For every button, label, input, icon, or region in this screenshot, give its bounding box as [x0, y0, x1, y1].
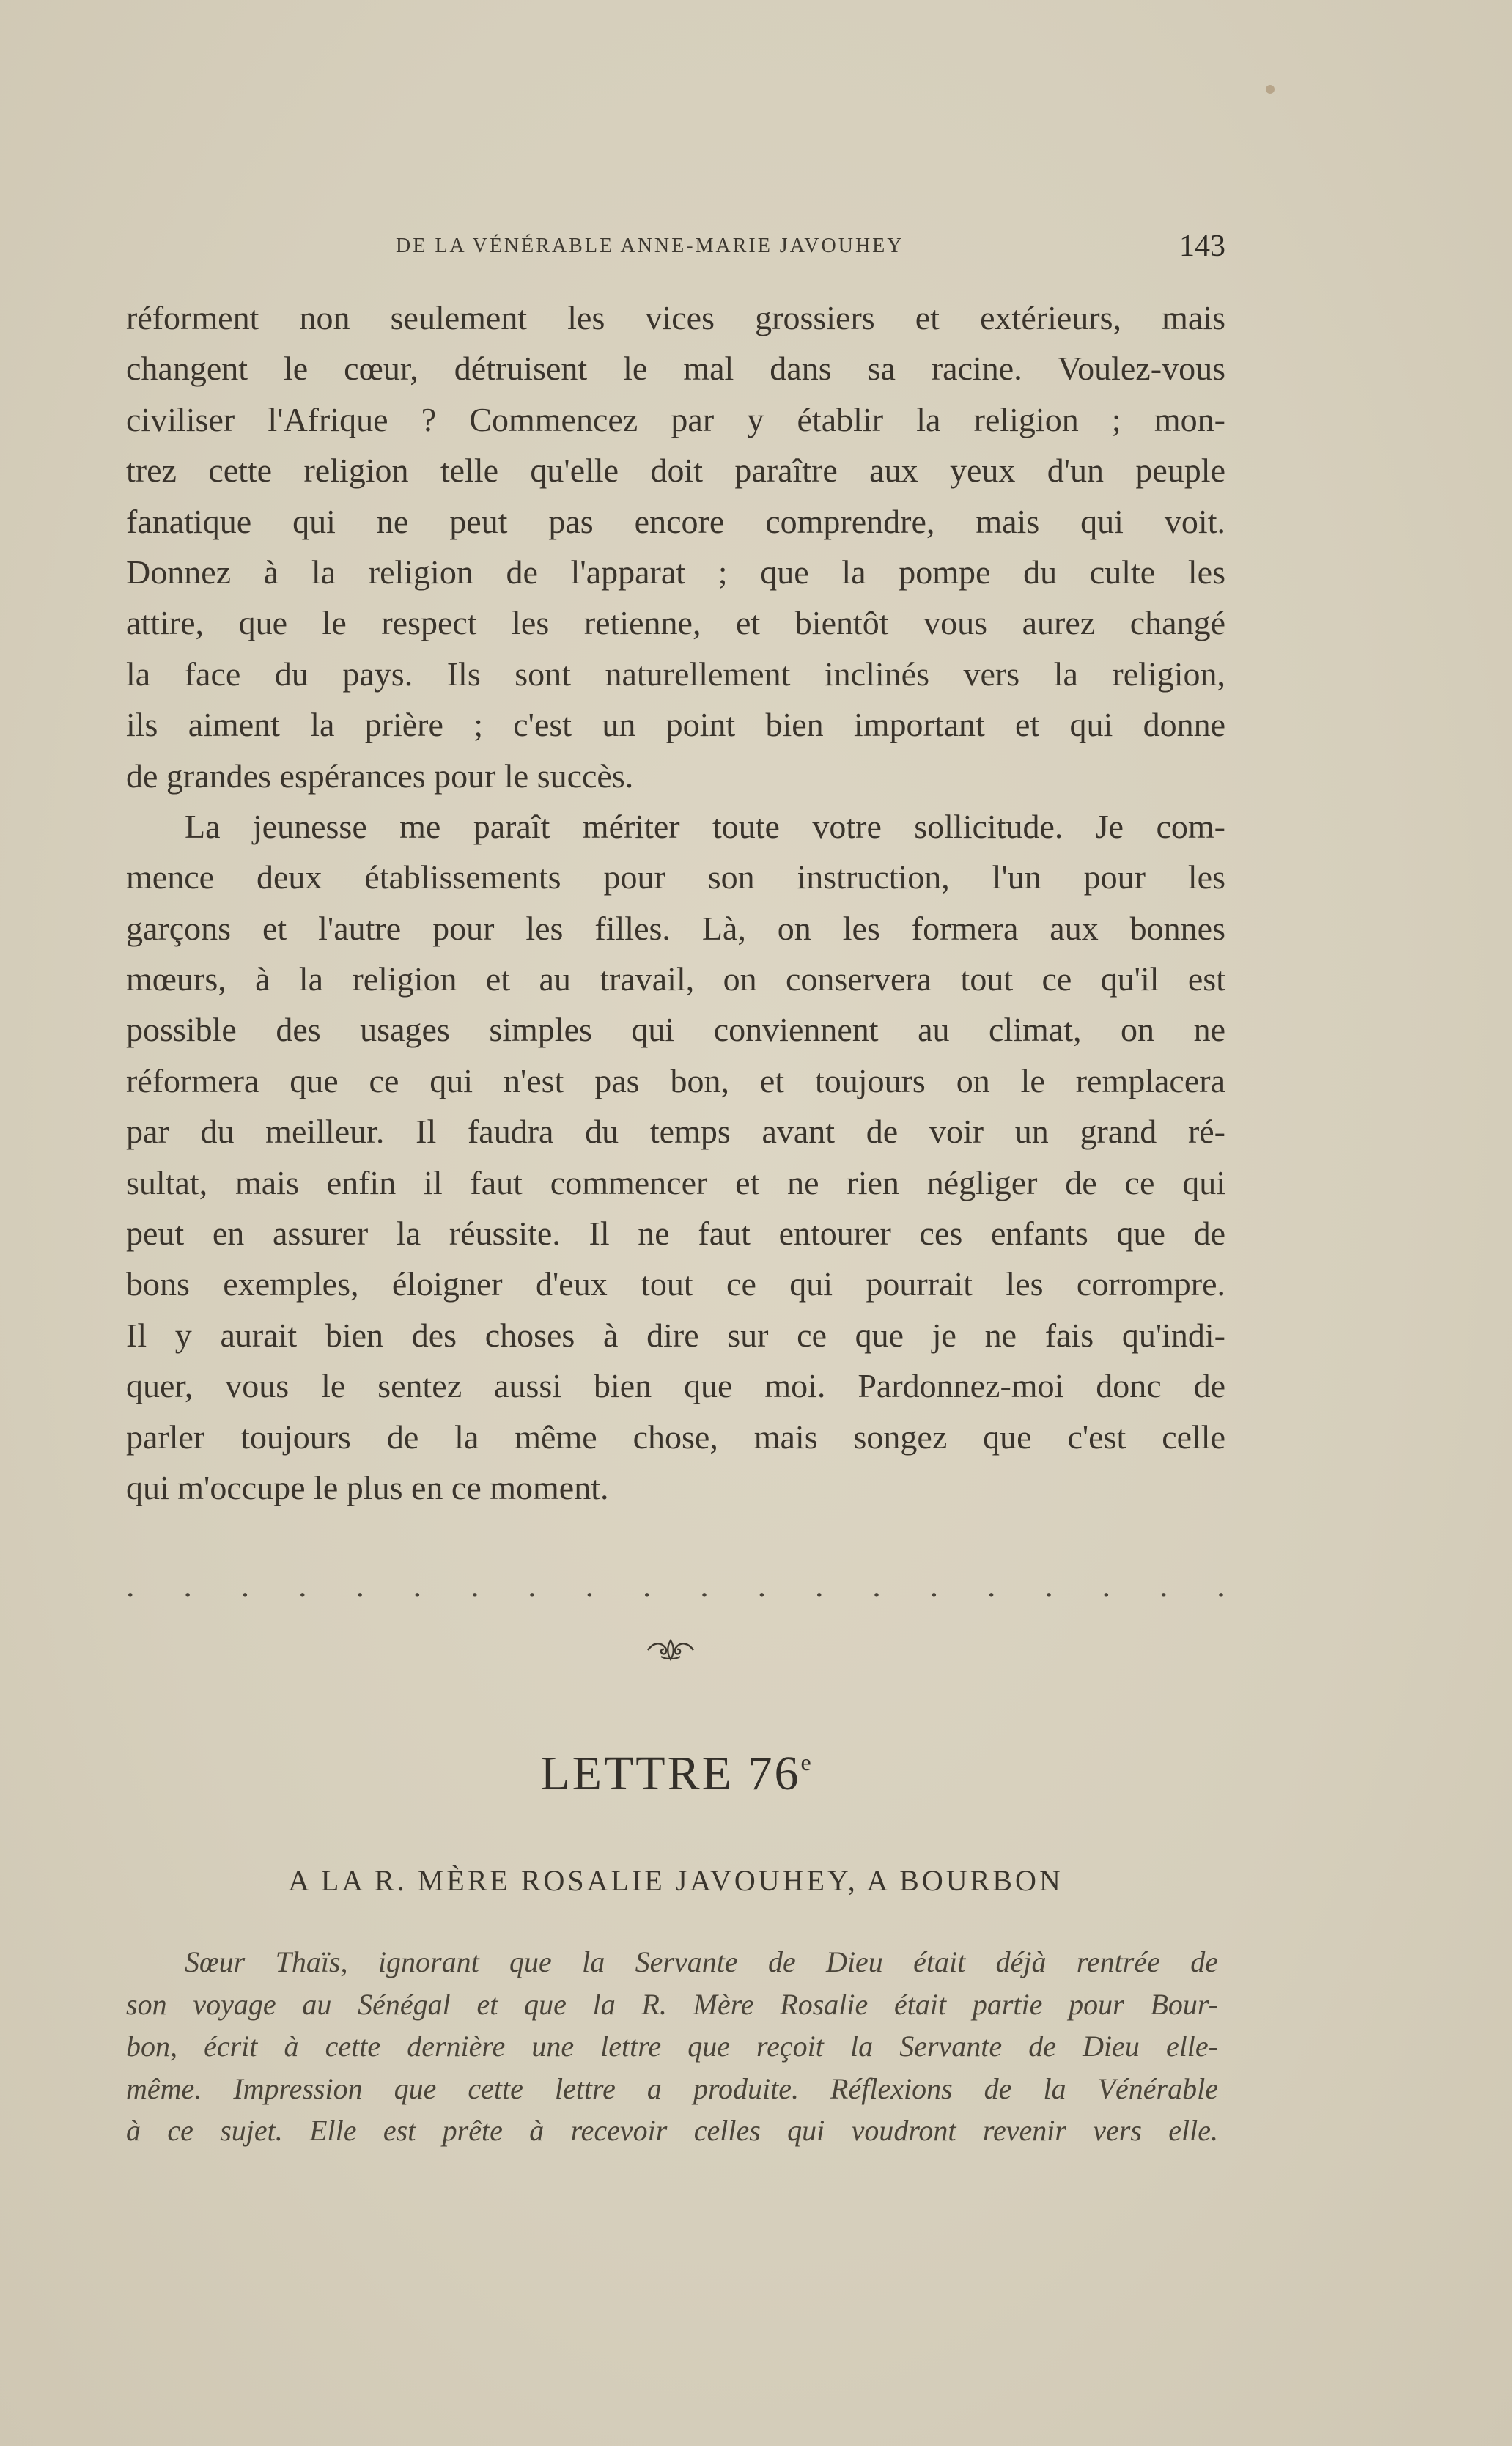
- text-line: réformera que ce qui n'est pas bon, et toujours on le remplacera: [126, 1061, 1225, 1099]
- text-line: réforment non seulement les vices grossiers et extérieurs, mais: [126, 299, 1225, 336]
- page-header: [126, 229, 1225, 264]
- page-number: 143: [1179, 229, 1225, 263]
- text-line: Il y aurait bien des choses à dire sur ce que je ne fais qu'indi-: [126, 1316, 1225, 1354]
- body-text: [126, 292, 1225, 1513]
- ellipsis-dot: .: [413, 1566, 422, 1604]
- summary-line: Sœur Thaïs, ignorant que la Servante de Dieu était déjà rentrée de: [185, 1945, 1218, 1978]
- ellipsis-dot: .: [642, 1566, 652, 1604]
- ellipsis-dot: .: [987, 1566, 996, 1604]
- text-line: possible des usages simples qui conviennent au climat, on ne: [126, 1011, 1225, 1049]
- text-line: La jeunesse me paraît mériter toute votre sollicitude. Je com-: [185, 807, 1225, 845]
- ellipsis-dot: .: [355, 1566, 364, 1604]
- text-line: trez cette religion telle qu'elle doit paraître aux yeux d'un peuple: [126, 452, 1225, 490]
- text-line: par du meilleur. Il faudra du temps avant de voir un grand ré-: [126, 1113, 1225, 1151]
- letter-title-superscript: e: [800, 1749, 811, 1775]
- ellipsis-dot: .: [872, 1566, 881, 1604]
- text-line: fanatique qui ne peut pas encore comprendre, mais qui voit.: [126, 502, 1225, 540]
- paper-speck: [1266, 85, 1275, 94]
- text-line: la face du pays. Ils sont naturellement inclinés vers la religion,: [126, 655, 1225, 693]
- text-line: sultat, mais enfin il faut commencer et ne rien négliger de ce qui: [126, 1163, 1225, 1201]
- ellipsis-dot: .: [1044, 1566, 1053, 1604]
- text-line: civiliser l'Afrique ? Commencez par y établir la religion ; mon-: [126, 400, 1225, 438]
- summary-line: bon, écrit à cette dernière une lettre que reçoit la Servante de Dieu elle-: [126, 2030, 1218, 2063]
- ellipsis-dot: .: [528, 1566, 536, 1604]
- ellipsis-dot: .: [585, 1566, 594, 1604]
- summary-line: son voyage au Sénégal et que la R. Mère Rosalie était partie pour Bour-: [126, 1987, 1218, 2021]
- ellipsis-dot: .: [183, 1566, 192, 1604]
- letter-summary: [126, 1941, 1218, 2152]
- ellipsis-row: [126, 1566, 1225, 1605]
- text-line: mence deux établissements pour son instruction, l'un pour les: [126, 858, 1225, 896]
- letter-title-text: LETTRE 76: [540, 1747, 801, 1800]
- ellipsis-dot: .: [757, 1566, 767, 1604]
- text-line: bons exemples, éloigner d'eux tout ce qui pourrait les corrompre.: [126, 1265, 1225, 1303]
- text-line: ils aiment la prière ; c'est un point bien important et qui donne: [126, 706, 1225, 744]
- ellipsis-dot: .: [298, 1566, 307, 1604]
- ellipsis-dot: .: [126, 1566, 135, 1604]
- letter-addressee: A LA R. MÈRE ROSALIE JAVOUHEY, A BOURBON: [288, 1864, 1063, 1897]
- text-line: mœurs, à la religion et au travail, on conservera tout ce qu'il est: [126, 960, 1225, 998]
- text-line: de grandes espérances pour le succès.: [126, 756, 634, 795]
- letter-title: [0, 1746, 1351, 1802]
- text-line: parler toujours de la même chose, mais songez que c'est celle: [126, 1418, 1225, 1456]
- ellipsis-dot: .: [814, 1566, 824, 1604]
- ellipsis-dot: .: [700, 1566, 709, 1604]
- text-line: peut en assurer la réussite. Il ne faut entourer ces enfants que de: [126, 1215, 1225, 1253]
- ellipsis-dot: .: [470, 1566, 479, 1604]
- summary-line: à ce sujet. Elle est prête à recevoir celles qui voudront revenir vers elle.: [126, 2114, 1218, 2147]
- running-head: DE LA VÉNÉRABLE ANNE-MARIE JAVOUHEY: [396, 235, 904, 257]
- summary-line: même. Impression que cette lettre a produite. Réflexions de la Vénérable: [126, 2071, 1218, 2105]
- text-line: attire, que le respect les retienne, et bientôt vous aurez changé: [126, 604, 1225, 642]
- ellipsis-dot: .: [929, 1566, 939, 1604]
- text-line: qui m'occupe le plus en ce moment.: [126, 1468, 609, 1506]
- ellipsis-dot: .: [1217, 1566, 1225, 1604]
- ellipsis-dot: .: [1102, 1566, 1111, 1604]
- text-line: garçons et l'autre pour les filles. Là, on les formera aux bonnes: [126, 909, 1225, 947]
- ellipsis-dot: .: [1159, 1566, 1168, 1604]
- ellipsis-dot: .: [240, 1566, 250, 1604]
- text-line: changent le cœur, détruisent le mal dans sa racine. Voulez-vous: [126, 350, 1225, 388]
- fleuron-ornament-icon: [645, 1638, 696, 1662]
- text-line: quer, vous le sentez aussi bien que moi. Pardonnez-moi donc de: [126, 1367, 1225, 1405]
- text-line: Donnez à la religion de l'apparat ; que la pompe du culte les: [126, 553, 1225, 591]
